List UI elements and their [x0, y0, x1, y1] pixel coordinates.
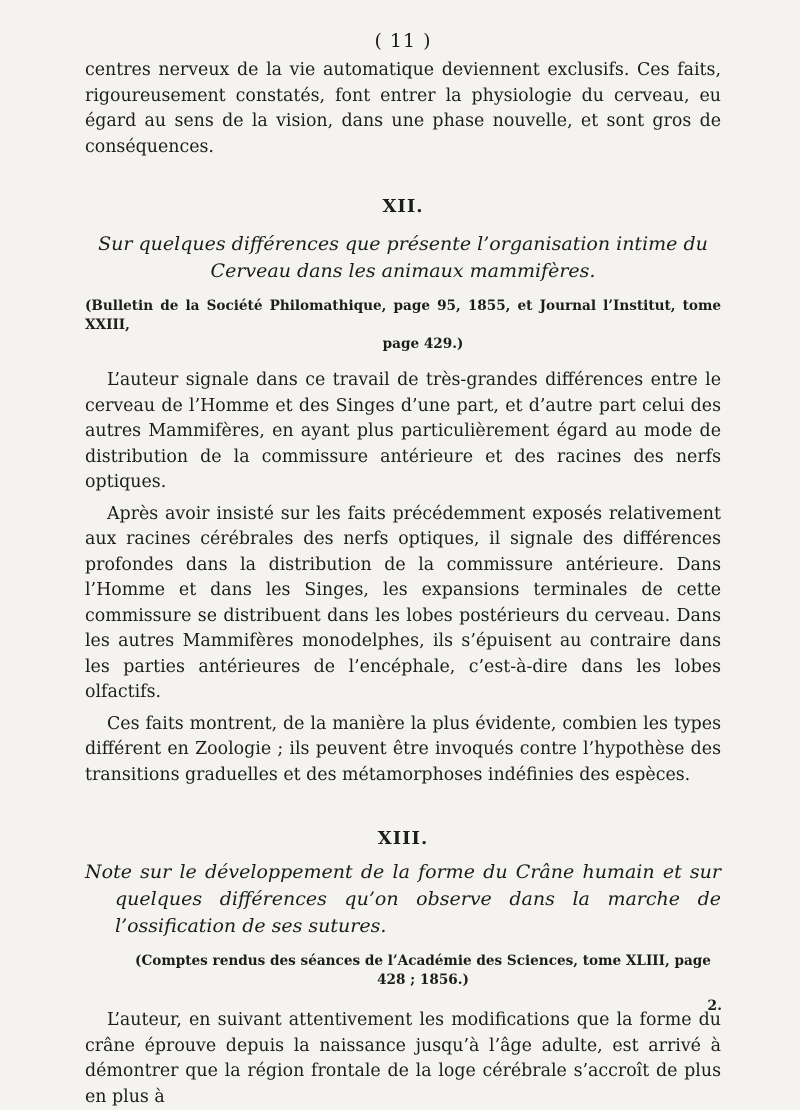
section-xii-title [85, 231, 721, 285]
section-xiii-reference: (Comptes rendus des séances de l’Académie des Sciences, tome XLIII, page 428 ; 1856.) [135, 953, 711, 988]
section-xii-reference-line2: page 429.) [382, 336, 464, 352]
section-xii-paragraph: L’auteur signale dans ce travail de très-grandes différences entre le cerveau de l’Homme et des Singes d’une part, et d’autre part celui des autres Mammifères, en ayant plus particulièrement égard au mode de distribution de la commissure antérieure et des racines des nerfs optiques. [85, 370, 721, 492]
section-xii-title-line2: Cerveau dans les animaux mammifères. [210, 260, 596, 282]
section-xii-title-line1: Sur quelques différences que présente l’organisation intime du [98, 233, 708, 255]
page-number: ( 11 ) [374, 30, 432, 52]
section-xiii-number: XIII. [377, 828, 429, 849]
section-xii-reference-line1: (Bulletin de la Société Philomathique, page 95, 1855, et Journal l’Institut, tome XXIII, [85, 298, 721, 333]
section-xii-number: XII. [382, 196, 424, 217]
section-xii-reference [85, 297, 721, 354]
signature-mark: 2. [707, 998, 722, 1014]
section-xii-paragraph: Après avoir insisté sur les faits précédemment exposés relativement aux racines cérébrales des nerfs optiques, il signale des différences profondes dans la distribution de la commissure antérieure. Dans l’Homme et dans les Singes, les expansions terminales de cette commissure se distribuent dans les lobes postérieurs du cerveau. Dans les autres Mammifères monodelphes, ils s’épuisent au contraire dans les parties antérieures de l’encéphale, c’est-à-dire dans les lobes olfactifs. [85, 503, 721, 702]
section-xiii-title: Note sur le développement de la forme du Crâne humain et sur quelques différences qu’on observe dans la marche de l’ossification de ses sutures. [85, 861, 721, 937]
section-xiii-paragraph: L’auteur, en suivant attentivement les modifications que la forme du crâne éprouve depuis la naissance jusqu’à l’âge adulte, est arrivé à démontrer que la région frontale de la loge cérébrale s’accroît de plus en plus à [85, 1010, 721, 1107]
document-page [85, 30, 721, 1110]
section-xii-paragraph: Ces faits montrent, de la manière la plus évidente, combien les types différent en Zoologie ; ils peuvent être invoqués contre l’hypothèse des transitions graduelles et des métamorphoses indéfinies des espèces. [85, 713, 721, 785]
intro-paragraph: centres nerveux de la vie automatique deviennent exclusifs. Ces faits, rigoureusement constatés, font entrer la physiologie du cerveau, eu égard au sens de la vision, dans une phase nouvelle, et sont gros de conséquences. [85, 60, 721, 157]
